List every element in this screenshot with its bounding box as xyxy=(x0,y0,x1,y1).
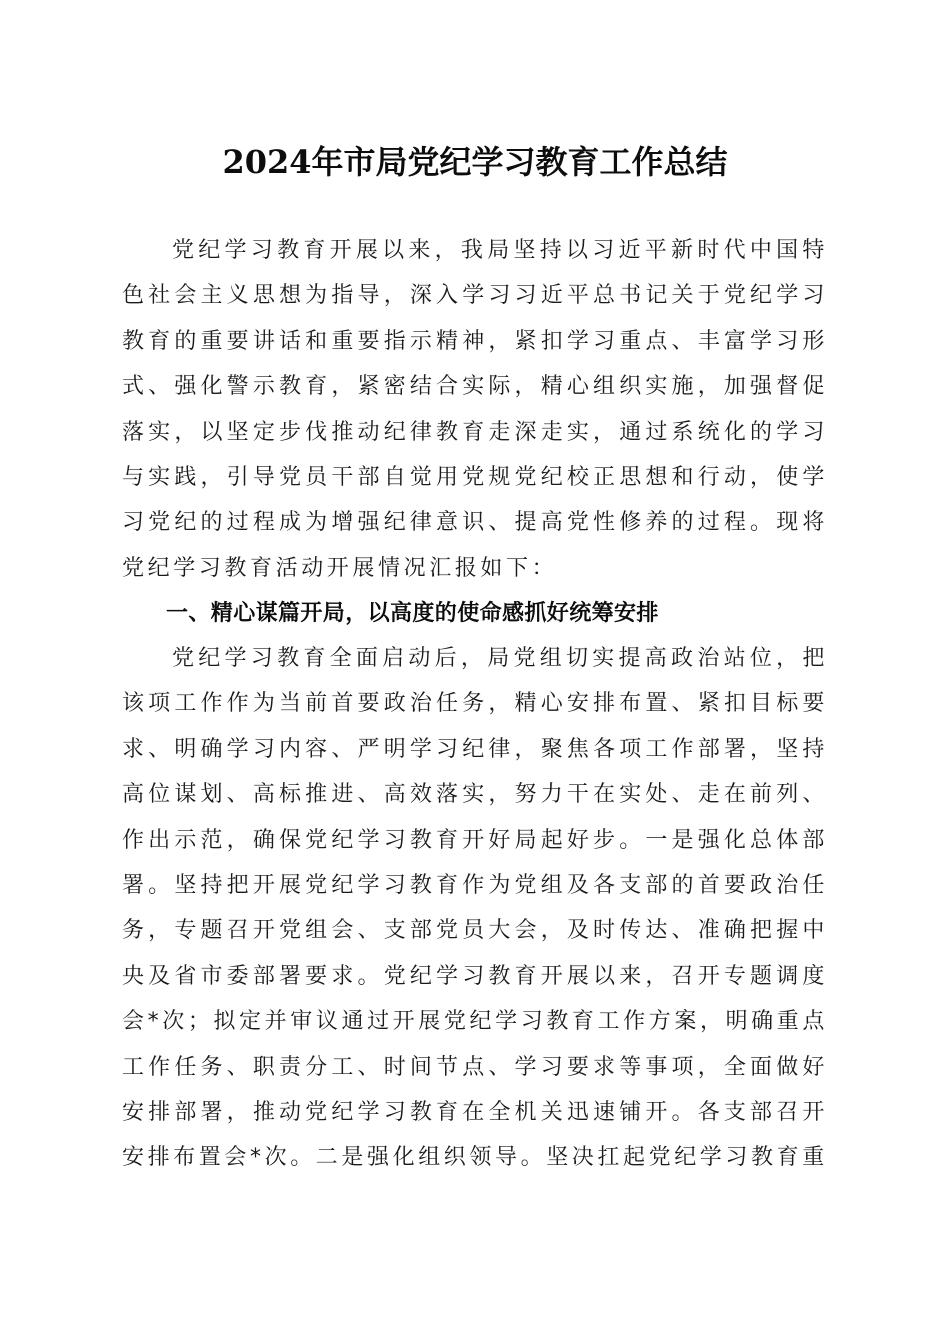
intro-paragraph: 党纪学习教育开展以来，我局坚持以习近平新时代中国特色社会主义思想为指导，深入学习习近平总书记关于党纪学习教育的重要讲话和重要指示精神，紧扣学习重点、丰富学习形式、强化警示教育，紧密结合实际，精心组织实施，加强督促落实，以坚定步伐推动纪律教育走深走实，通过系统化的学习与实践，引导党员干部自觉用党规党纪校正思想和行动，使学习党纪的过程成为增强纪律意识、提高党性修养的过程。现将党纪学习教育活动开展情况汇报如下： xyxy=(122,238,828,581)
section-heading-1: 一、精心谋篇开局，以高度的使命感抓好统筹安排 xyxy=(166,601,659,626)
section-1-paragraph: 党纪学习教育全面启动后，局党组切实提高政治站位，把该项工作作为当前首要政治任务，精心安排布置、紧扣目标要求、明确学习内容、严明学习纪律，聚焦各项工作部署，坚持高位谋划、高标推进、高效落实，努力干在实处、走在前列、作出示范，确保党纪学习教育开好局起好步。一是强化总体部署。坚持把开展党纪学习教育作为党组及各支部的首要政治任务，专题召开党组会、支部党员大会，及时传达、准确把握中央及省市委部署要求。党纪学习教育开展以来，召开专题调度会*次；拟定并审议通过开展党纪学习教育工作方案，明确重点工作任务、职责分工、时间节点、学习要求等事项，全面做好安排部署，推动党纪学习教育在全机关迅速铺开。各支部召开安排布置会*次。二是强化组织领导。坚决扛起党纪学习教育重 xyxy=(122,646,828,1171)
document-title: 2024年市局党纪学习教育工作总结 xyxy=(222,143,728,181)
